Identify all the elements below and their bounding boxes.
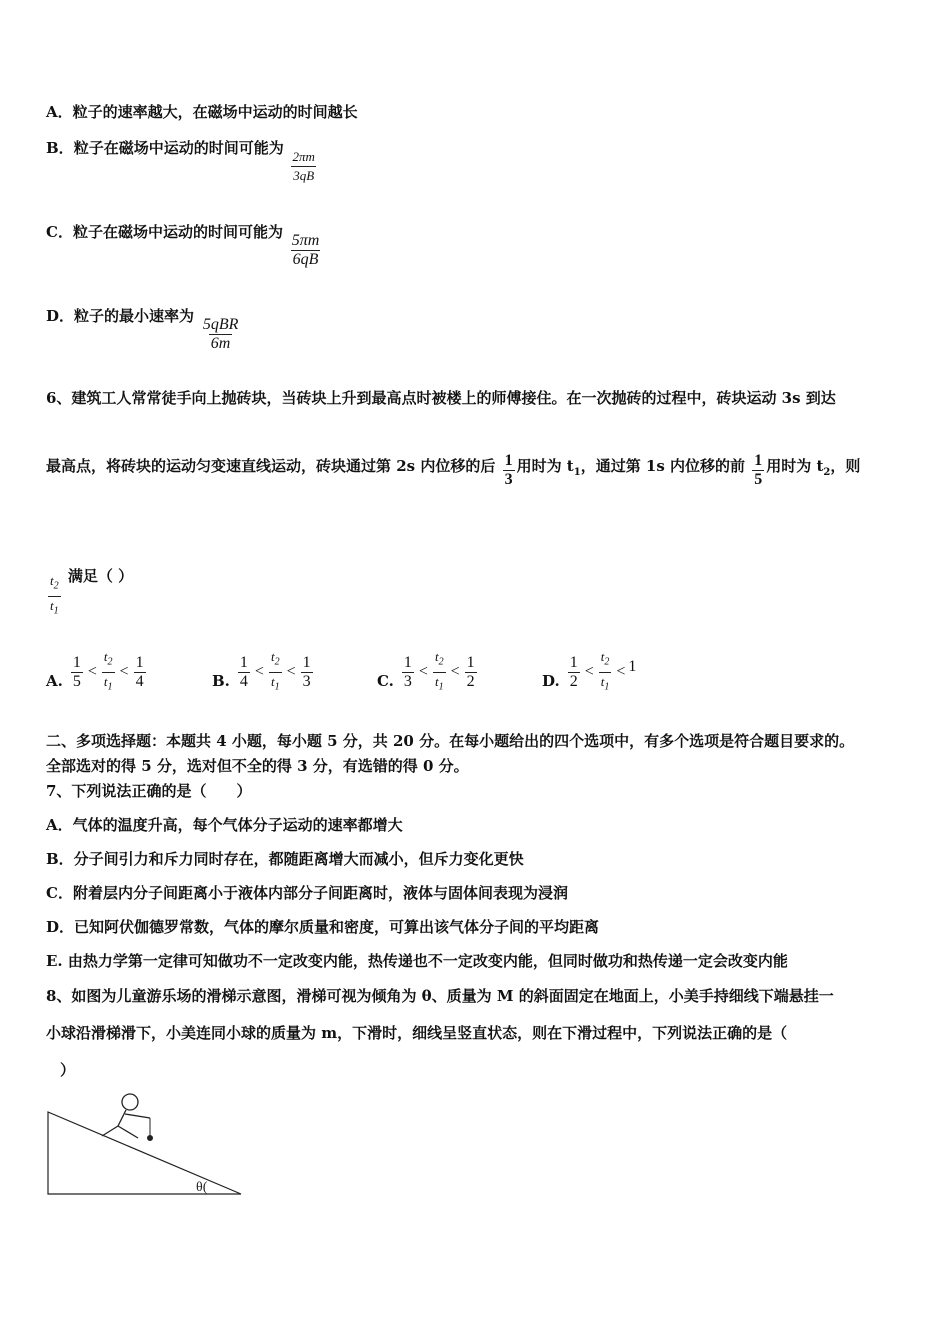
fraction: $\frac{1}{4}$ [135,653,144,690]
q6-stem-line3: $\frac{t_2}{t_1}$ 满足（ ） [46,566,133,620]
q6-option-c: C. $\frac{1}{3}$ < $\frac{t_2}{t_1}$ < $\frac{1}{2}$ [377,648,479,696]
ratio-fraction: $\frac{t_2}{t_1}$ [433,648,446,696]
incline-triangle [48,1112,241,1194]
q7-stem: 7、下列说法正确的是（ ） [46,782,252,800]
fraction: $\frac{2\pi m}{3qB}$ [292,149,315,183]
ratio-fraction: $\frac{t_2}{t_1}$ [48,572,61,620]
ratio-fraction: $\frac{t_2}{t_1}$ [102,648,115,696]
fraction: $\frac{1}{2}$ [569,653,578,690]
q8-stem-line1: 8、如图为儿童游乐场的滑梯示意图，滑梯可视为倾角为 θ、质量为 M 的斜面固定在地面上，小美手持细线下端悬挂一 [46,987,834,1005]
slide-diagram [46,1090,246,1198]
fraction: $\frac{1}{3}$ [302,653,311,690]
q6-stem-line2: 最高点，将砖块的运动匀变速直线运动，砖块通过第 2s 内位移的后 $\frac{1}{3}$ 用时为 $t_1$，通过第 1s 内位移的前 $\frac{1}{5}$ 用时为 $t_2$，则 [46,452,861,488]
section2-heading-line1: 二、多项选择题：本题共 4 小题，每小题 5 分，共 20 分。在每小题给出的四个选项中，有多个选项是符合题目要求的。 [46,732,855,750]
q6-stem-line1: 6、建筑工人常常徒手向上抛砖块，当砖块上升到最高点时被楼上的师傅接住。在一次抛砖的过程中，砖块运动 3s 到达 [46,389,836,407]
q6-option-b: B. $\frac{1}{4}$ < $\frac{t_2}{t_1}$ < $\frac{1}{3}$ [212,648,315,696]
fraction: $\frac{1}{3}$ [504,452,513,488]
ball-icon [147,1135,153,1141]
q5-option-c: C．粒子在磁场中运动的时间可能为 $\frac{5\pi m}{6qB}$ [46,223,320,268]
q7-option-c: C．附着层内分子间距离小于液体内部分子间距离时，液体与固体间表现为浸润 [46,884,568,902]
q7-option-e: E. 由热力学第一定律可知做功不一定改变内能，热传递也不一定改变内能，但同时做功和热传递一定会改变内能 [46,952,788,970]
person-torso [118,1110,126,1126]
q7-option-d: D．已知阿伏伽德罗常数，气体的摩尔质量和密度，可算出该气体分子间的平均距离 [46,918,600,936]
q7-option-a: A．气体的温度升高，每个气体分子运动的速率都增大 [46,816,403,834]
person-arm [125,1114,150,1118]
q5-option-a: A．粒子的速率越大，在磁场中运动的时间越长 [46,103,358,121]
q6-options [46,648,906,698]
person-head-icon [122,1094,138,1110]
fraction: $\frac{1}{3}$ [403,653,412,690]
ratio-fraction: $\frac{t_2}{t_1}$ [269,648,282,696]
fraction: $\frac{1}{4}$ [239,653,248,690]
q8-stem-line2: 小球沿滑梯滑下，小美连同小球的质量为 m，下滑时，细线呈竖直状态，则在下滑过程中，下列说法正确的是（ [46,1024,788,1042]
fraction: $\frac{5\pi m}{6qB}$ [291,232,320,268]
fraction: $\frac{\text{5qBR}}{6m}$ [202,316,239,352]
q6-option-a: A. $\frac{1}{5}$ < $\frac{t_2}{t_1}$ < $\frac{1}{4}$ [46,648,148,696]
q7-option-b: B．分子间引力和斥力同时存在，都随距离增大而减小，但斥力变化更快 [46,850,524,868]
fraction: $\frac{1}{5}$ [72,653,81,690]
person-leg [102,1126,118,1136]
ratio-fraction: $\frac{t_2}{t_1}$ [599,648,612,696]
fraction: $\frac{1}{2}$ [466,653,475,690]
q5-option-b: B．粒子在磁场中运动的时间可能为 $\frac{2\pi m}{3qB}$ [46,139,315,183]
fraction: $\frac{1}{5}$ [754,452,763,488]
q5-option-d: D．粒子的最小速率为 $\frac{\text{5qBR}}{6m}$ [46,307,239,352]
q8-stem-line3: ） [60,1061,76,1079]
angle-label: θ( [196,1180,208,1195]
q6-option-d: D. $\frac{1}{2}$ < $\frac{t_2}{t_1}$ < 1 [542,648,636,696]
section2-heading-line2: 全部选对的得 5 分，选对但不全的得 3 分，有选错的得 0 分。 [46,757,469,775]
person-thigh [118,1126,138,1138]
